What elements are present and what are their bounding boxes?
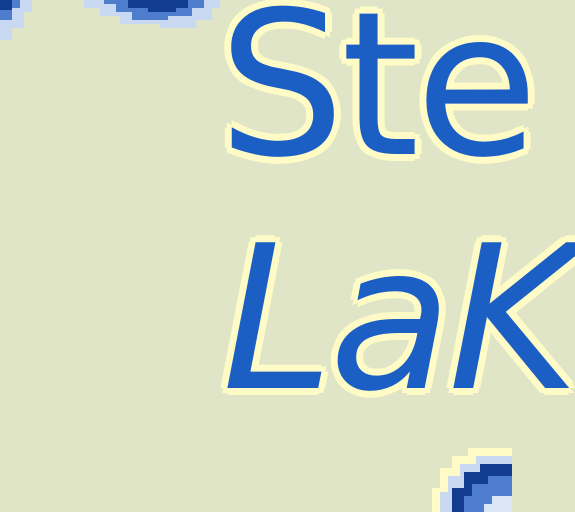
map-label-line-1: Ste [218, 0, 535, 202]
map-label-line-2: LaK [222, 203, 575, 436]
